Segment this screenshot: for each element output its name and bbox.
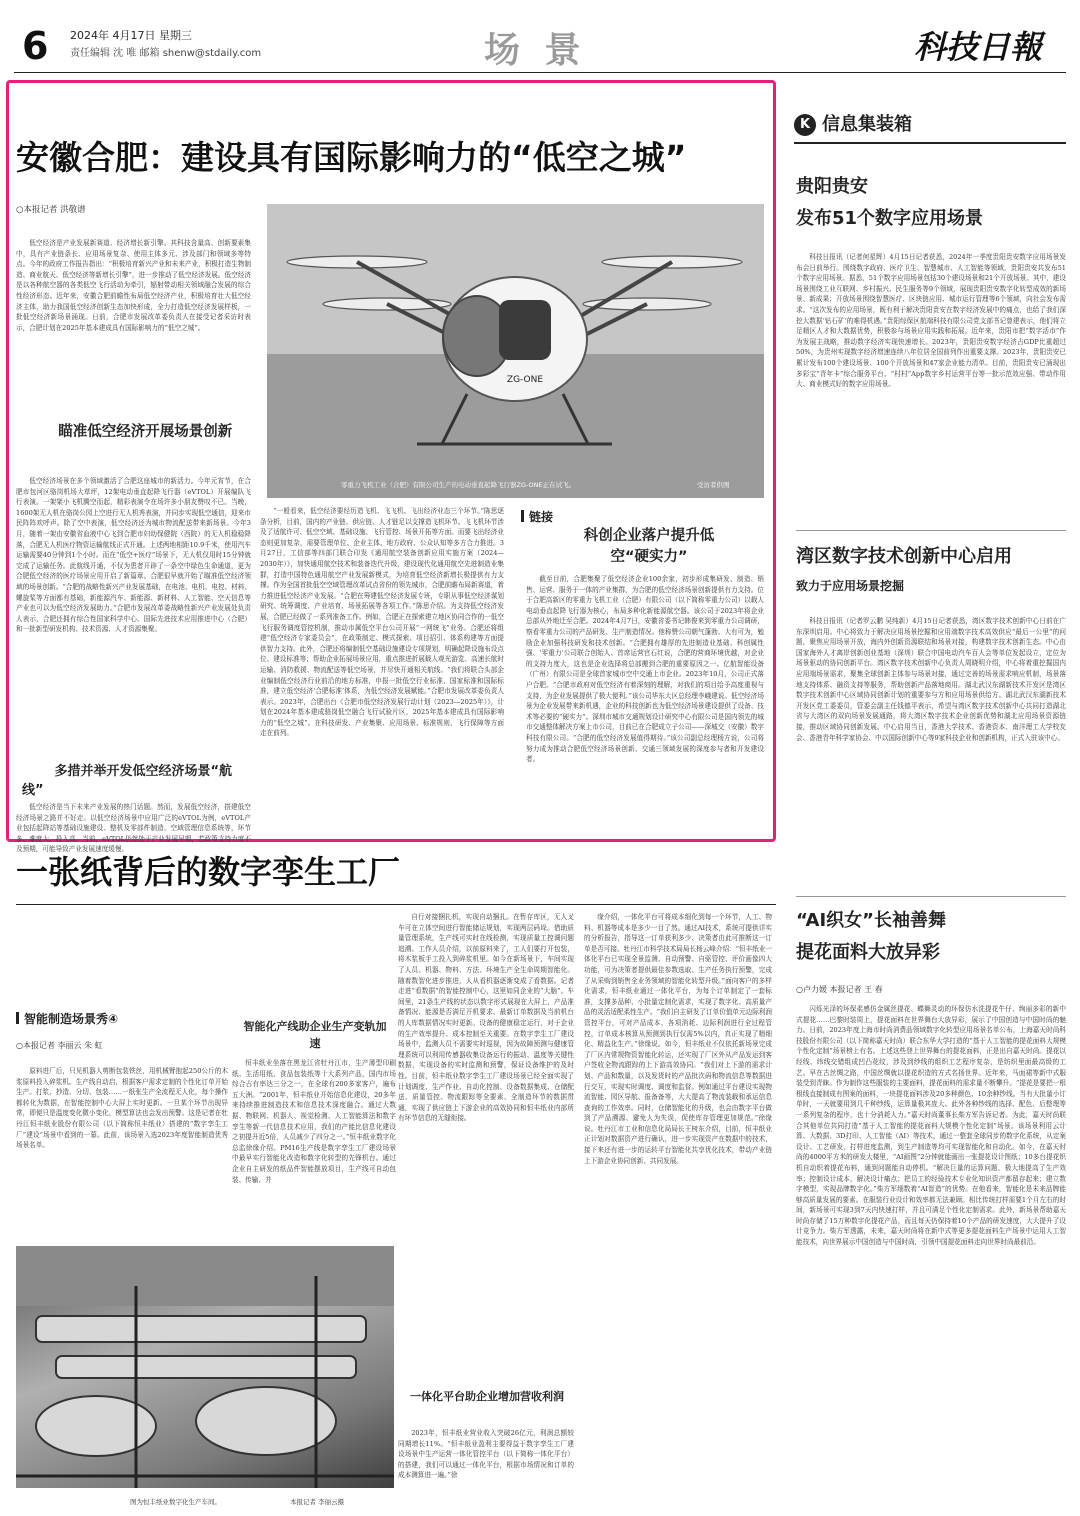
info-column-title: 信息集装箱 xyxy=(822,114,912,135)
info-column-header xyxy=(794,112,1070,142)
factory-body-4: 2023年，恒丰纸业营业收入突破26亿元，利润总额较同期增长11%。“恒丰纸业盈利主要得益于数字孪生工厂建设场景中生产运营一体化管控平台（以下简称一体化平台）的搭建，我们可以通过一体化平台，根据市场情况和订单的成本测算进一遍。”徐 xyxy=(398,1429,574,1480)
factory-headline: 一张纸背后的数字孪生工厂 xyxy=(16,853,401,891)
link-sidebar-title: 科创企业落户提升低空“硬实力” xyxy=(583,528,715,565)
lead-intro: 低空经济是产业发展新赛道、经济增长新引擎。其科技含量高、创新要素集中，具有产业链条长、应用场景复杂、使用主体多元、涉及部门和领域多等特点。今年的政府工作报告指出：“积极培育新兴产业和未来产业，积极打造生物制造、商业航天、低空经济等新增长引擎”，进一步推动了低空经济发展。低空经济是以各种航空器的各类低空飞行活动为牵引，辐射带动相关领域融合发展的综合性经济形态。近年来，安徽合肥前瞻性布局低空经济产业，积极培育壮大低空经济主体，助力我国低空经济创新生态加快形成，全力打造低空经济发展样板，一批低空经济新场景涌现。日前，合肥市发展改革委负责人在接受记者采访时表示，合肥计划在2025年基本建成具有国际影响力的“低空之城”。 xyxy=(16,239,251,332)
series-bar-icon xyxy=(16,1012,19,1024)
lead-byline: ○本报记者 洪敬谱 xyxy=(16,205,86,215)
info-item1-body: 科技日报讯（记者何星辉）4月15日记者获悉，2024年一季度贵阳贵安数字应用场景发布会日前举行。围绕数字政府、医疗卫生、智慧城市、人工智能等领域，贵阳贵安共发布51个数字应用场景。据悉，51个数字应用场景包括30个建设场景和21个开放场景。其中，建设场景围绕工业互联网、乡村振兴、民生服务等9个领域，展现贵阳贵安数字化转型成效的新场景、新成果；开放场景围绕智慧医疗、区块链应用、城市运行管理等6个领域，向社会发布需求。“这次发布的应用场景，既有利于解决贵阳贵安在数字经济发展中的痛点，也给了我们深挖大数据‘钻石矿’的难得机遇。”贵阳综保区航端科技有限公司党支部书记曾建表示，他们将立足精区人才和大数据优势，积极参与场景应用实践和拓展。近年来，贵阳市把“数字活市”作为发展主战略，推动数字经济实现快速增长。2023年，贵阳贵安数字经济占GDP比重超过50%，为贵州实现数字经济增速连续八年位居全国前列作出重要支撑。2023年，贵阳贵安已累计发布100个建设场景、100个开放场景和47家企业能力清单。目前，贵阳贵安已涌现出多彩宝“青年卡”综合服务平台、“村村”App数字乡村运营平台等一批示范效应强、带动作用大、商业模式好的数字应用场景。 xyxy=(796,253,1066,389)
paper-name-logo: 科技日報 xyxy=(914,28,1043,66)
link-bar-icon xyxy=(521,510,524,522)
editor-line: 责任编辑 沈 唯 邮箱 shenw@stdaily.com xyxy=(70,48,262,59)
lead-body-2: 低空经济是当下未来产业发展的热门话题。然而，发展低空经济，搭建低空经济场景之路并不好走。以低空经济场景中应用广泛的eVTOL为例，eVTOL产业包括起降站等基础设施建设、整机及零部件制造、空域管理信息系统等，环节多、难度大、投入高。当前，eVTOL仍然处于产业发展早期，若政策支持力度不及预期，可能导致产业发展速度缓慢。 xyxy=(16,803,251,854)
info-item2-body: 科技日报讯（记者罗云鹏 吴纯新）4月15日记者获悉，湾区数字技术创新中心日前在广东深圳启用。中心将致力于解决应用场景挖掘和应用端数字技术高效供应“最后一公里”的问题，聚焦应用场景开放，海内外创新资源联结和场景对接，构建数字技术创新生态。中心由国家海外人才离岸创新创业基地（深圳）联合中国电动汽车百人会等单位发起设立，定位为场景驱动的协同创新平台。湾区数字技术创新中心负责人周晓明介绍，中心将着重挖掘国内应用端场景需求，聚集全球创新主体参与场景对接，通过完善的场景需求响应机制，场景落地支持体系、融资支持等服务，帮助创新产品落地商用。湖北武汉东湖新技术开发区是湾区数字技术创新中心区域协同创新计划的重要参与方和应用场景供给方。湖北武汉东湖新技术开发区党工委委员，管委会副主任钱德平表示，希望与湾区数字技术创新中心共同打造湖北省与大湾区的双向场景发展通路，将大湾区数字技术企业创新优势和湖北应用场景资源链接，推动区域协同创新发展。中心启用当日，香港大学技术、香港资本、南洋理工大学校友会、香港青年科学家协会、中以国际创新中心等9家科技企业和创新机构，正式入驻该中心。 xyxy=(796,617,1066,742)
factory-byline: ○本报记者 李丽云 朱 虹 xyxy=(16,1041,103,1050)
factory-body-3: 自行对接捆扎机，实现自动捆扎。在暂存库区，无人叉车可在立体空间进行智能储运规划，实现两层码垛。借助质量管理系统，生产线可实时在线检测，实现质量工控调问题追溯。工作人员介绍，以前原料来了，工人们要打开包装，将木浆板手工投入到碎浆机里。如今在新场景下，车间实现了人员、机器、物料、方法、环境生产全生命周期智能化。随着数智化进步推进，人从看机器逐渐变成了看数据。记者走进“看数据”的智能控制中心，这里如同企业的“大脑”。车间里，21条生产线的状态以数字形式展现在大屏上，产品准备情况、能源是否满足开机要求、最新订单数据及当前机台的人库数据情况实时更新。设备的健康稳定运行，对于企业的生产效率提升、成本控制至关重要。在数字孪生工厂建设场景中，监测人员不需要实时巡视，因为故障预测与健康管理系统可以利用传感器收集设备运行的振动、温度等关键性数据，实现设备的实时监测和预警，保证设备维护的及时性。目前，恒丰纸业数字孪生工厂建设场景已经全面实现了计划调度、生产作业、自动化控制、设备数据集成、仓储配送、质量管控、物流跟踪等全要素、全制造环节的数据贯通，实现了供应链上下游企业的高效协同和恒丰纸业内部所有环节信息的无缝衔接。 xyxy=(398,913,574,1123)
factory-photo-caption: 图为恒丰纸业数字化生产车间。 xyxy=(130,1498,221,1506)
aircraft-illustration xyxy=(267,204,764,498)
factory-body-1: 原料进厂后，只见机器人剪断包装铁丝，用机械臂抱起250公斤的木浆原料投入碎浆机。生产线自动启，根据客户需求定制的个性化订单开始生产。打浆、抄造、分切、包装……一纸张生产全流程无人化，每个操作都转化为数据，在智能控制中心大屏上实时更新。一旦某个环节出现异常，即便只是温度变化微小变化，模型算法也会发出预警。这是记者在牡丹江恒丰纸业股份有限公司（以下简称恒丰纸业）搭建的“数字孪生工厂”建设“场景中看到的一幕。此前，该场景入选2023年度智能制造优秀场景名单。 xyxy=(16,1067,228,1150)
factory-subhead-1: 智能化产线助企业生产变轨加速 xyxy=(243,1020,387,1050)
info-item3-title-b: 提花面料大放异彩 xyxy=(796,942,940,963)
info-rule xyxy=(794,142,1066,144)
lead-subhead-2 xyxy=(22,410,23,411)
lead-headline: 安徽合肥：建设具有国际影响力的“低空之城” xyxy=(16,138,687,177)
section-title: 场 景 xyxy=(484,30,587,71)
aircraft-photo-caption: 零重力飞机工业（合肥）有限公司生产的电动垂直起降飞行器ZG-ONE正在试飞。 xyxy=(341,481,576,489)
date-line: 2024年 4月17日 星期三 xyxy=(70,29,192,42)
info-item2-title-a: 湾区数字技术创新中心启用 xyxy=(796,546,1012,567)
factory-rule xyxy=(16,904,776,905)
factory-photo-credit: 本报记者 李丽云摄 xyxy=(290,1498,345,1506)
link-label: 链接 xyxy=(529,510,554,524)
info-item2-title-b: 致力于应用场景挖掘 xyxy=(796,579,905,593)
info-item3-title-a: “AI织女”长袖善舞 xyxy=(796,910,946,931)
page-number: 6 xyxy=(22,24,49,68)
aircraft-photo xyxy=(267,204,764,498)
lead-body-3: “一般看来，低空经济要经历造飞机、飞飞机、飞出经济业态三个环节。”陈思逐条分析，目前，国内的产业链、供应链、人才链足以支撑造飞机环节。飞飞机环节涉及了适航许可、低空空域、基础设施、飞行管控、场景开拓等方面。而要飞出经济业态则更加复杂，需要管理单位、企业主体、地方政府、公众认知等多方合力推进。3月27日，工信部等四部门联合印发《通用航空装备创新应用实施方案（2024—2030年）》，加快通用航空技术和装备迭代升级，建设现代化通用航空先进制造业集群，打造中国特色通用航空产业发展新模式，为培育低空经济新增长极提供有力支撑。作为全国首批低空空域管理改革试点省份的领先城市，合肥前瞻布局新赛道，着力推进低空经济产业发展。“合肥在筹建低空经济发展专班，专职从事低空经济谋划研究、统筹调度、产业培育、场景拓展等各项工作。”陈思介绍。为支持低空经济发展，合肥已经做了一系列准备工作。例如，合肥正在探索建立地区协同合作的一低空飞行服务调度管控机制，推动市属低空平台公司开展“一网统飞”业务。合肥还将组建“低空经济专家委员会”，在政策制定、模式探索、项目招引、体系构建等方面提供智力支持。此外，合肥还将编制低空基础设施建设专项规划，明确起降设施布设点位、建设标准等；帮助企业拓展场景应用，重点推进折展载人观光游览、高速长航时运输、消防救援、物流配送等低空场景，并尽快开通相关航线。“我们将联合头部企业编制低空经济行业前沿的地方标准，申报一批低空行业标准、国家标准和国际标准，建立低空经济‘合肥标准’体系，为低空经济发展赋能。”合肥市发展改革委负责人表示。2023年，合肥出台《合肥市低空经济发展行动计划（2023—2025年）》，计划在2024年基本建成骆岗低空融合飞行试验片区，2025年基本建成具有国际影响力的“低空之城”。在科技研发、产业集聚、应用场景、标准规则、飞行保障等方面走在前列。 xyxy=(260,507,504,738)
factory-body-5: 缘介绍，一体化平台可将成本细化到每一个环节，人工、物料、机器等成本是多少一目了然。通过AI技术，系统可提供详实的分析报告，指导这一订单获利多少、决策者由此可推断这一订单是否可接。牡丹江市科学技术局局长杨云峰介绍：“恒丰纸业一体化平台已实现全景监测、自动预警、自驱管控、评价画像四大功能，可为决策者提供最佳参数选取、生产任务执行预警，完成了从采购到销售全业务领域的智能化转型升级。”面向客户的多样化需求，恒丰纸业通过一体化平台，为每个订单制定了一套标准，支撑多品种、小批量定制化需求，实现了数字化、高质量产品的灵活适配柔性生产。“我们自主研发了订单价值单元边际利润管控平台，可对产品成本、各项消耗、边际利润进行全过程管控，订单成本核算从预测到执行仅需5%以内，真正实现了精细化、精益化生产。”徐缘说。如今，恒丰纸业不仅依托新场景完成了厂区内常规物资智能化转运，还实现了厂区外从产品发运到客户签收全物流跟踪的上下游高效协同。“我们对上下游的需求计划、产品和数量，以及发货时的产品批次码和物流信息等数据进行交互，实现实时调度、调度和监督。例如通过平台建设实现物流智能、园区导航、报备备等，大大提高了物流装载和承运信息查询的工作效率。同时，仓储智能化的升级，也会由数字平台做到了产品溯源、避免人为失误，促使库存管理更加规范。”徐缘说。牡丹江市工业和信息化局局长王树东介绍，目前，恒丰纸业正计划对数据资产进行确认，进一步实现资产在数据中的技术，接下来还有进一步的运转平台智能化共享优化技术，带动产业链上下游企业协同创新、共同发展。 xyxy=(584,913,772,1165)
lead-subhead-2-heading: 多措并举开发低空经济场景“航线” xyxy=(22,764,233,798)
aircraft-photo-credit: 受访者供图 xyxy=(697,481,730,489)
series-label: 智能制造场景秀④ xyxy=(24,1012,119,1026)
masthead xyxy=(0,0,1080,72)
info-item1-title-a: 贵阳贵安 xyxy=(796,176,868,197)
aircraft-logo-text: ZG-ONE xyxy=(506,375,544,385)
link-sidebar-body: 截至目前，合肥集聚了低空经济企业100余家，初步形成集研发、制造、销售、运营、服务于一体的产业集群，为合肥的低空经济场景创新提供有力支持。位于合肥高新区的零重力飞机工业（合肥）有限公司（以下简称零重力公司）以载人电动垂直起降飞行器为核心，布局多种化新能源航空器。该公司于2023年将企业总部从外地迁至合肥。2024年4月7日，安徽省委书记韩俊来到零重力公司调研，察看零重力公司的产品研发、生产制造情况。他称赞公司朝气蓬勃、大有可为，勉励企业加强科技研发和技术创新。“合肥拥有雄厚的先进制造业基础、科创属性强、‘零重力’公司联合创始人、首席运营官石红说，合肥的营商环境优越，对企业的支持力度大，这也是企业选择将总部搬到合肥的重要原因之一。亿航智能设备（广州）有限公司是全球首家城市空中交通上市企业。2023年10月，公司正式落户合肥。“合肥市政府对低空经济有着深刻的理解，对我们的项目给予高度重视与支持，为企业发展提供了极大便利。”该公司华东大区总经理李峨建说。低空经济场景为企业发展带来新机遇，企业的科技创新也为低空经济场景建设提供了设备、技术等必要的“硬实力”。深圳市城市交通规划设计研究中心有限公司是国内领先的城市交通整体解决方案上市公司，目前已在合肥成立子公司——深城交（安徽）数字科技有限公司。“合肥的低空经济发展值得期待。”该公司副总经理杨方说，公司将努力成为推动合肥低空经济场景创新、交通三领域发展的深度参与者和开发建设者。 xyxy=(526,575,764,764)
info-item3-body: 闪烁光泽的环保柔感仿金属丝提花、蝶舞灵动的环保仿水洗提花牛仔、绚丽多彩的新中式提花……巴黎时装周上，提花面料在世界舞台大放异彩，展示了中国创造与中国时尚的魅力。日前，2023年度上海市时尚消费品领域数字化转型应用场景名单公布，上海嘉天时尚科技股份有限公司（以下简称嘉天时尚）联合东华大学打造的“基于人工智能的提花面料大规模个性化定制”场景榜上有名。上述这些登上世界舞台的提花面料，正是出自嘉天时尚。提花以经线、纬线交错组成凹凸花纹，涉及到纱线的组织工艺程序复杂，是纺织里面最高级的工艺。早在古丝绸之路，中国丝绸就以提花织造的方式名扬世界。近年来，马面裙等新中式服装受到青睐。作为制作这些服装的主要面料，提花面料的需求量不断攀升。“提花是要把一根根线直接制成有图案的面料，一块提花面料涉及20多种颜色、10余种纱线。当有大批量小订单时，一天就要用到几千种纱线，运算量极其庞大。此外各种纱线的选择、配色、后整理等一系列复杂的程序，也十分消耗人力。”嘉天时尚董事长柴方军告诉记者。为此，嘉天时尚联合其他单位共同打造“基于人工智能的提花面料大规模个性化定制”场景。该场景利用云计算、大数据、3D打印、人工智能（AI）等技术，通过一整套全球同步的数字化系统，从定案设计、工艺研发，打样进度监测，到生产制造等均可实现智能化和自动化。如今，在嘉天时尚的4000平方米的研发大楼里，“AI画图”2分钟就能画出一张提花设计图纸；10多台提花织机自动织着提花布料，通到问题能自动停机。“解决巨量的运算问题，极大地提高了生产效率；控制设计成本，解决设计痛点；把员工的经验技术专业化知识资产都留存起来；建立数字模型，实现品牌数字化。”柴方军细数着“AI智造”的优势。在他看来，智能化是未来品牌能够高质量发展的要素。在服装行业设计和效率都无法兼顾。相比传统打样需要1个月左右的时间，新场景可实现3到7天内快速打样，并且可满足个性化定制需求。此外，新场景帮助嘉天时尚存储了15万种数字化提花产品，而且每天仍保持着10个产品的研发速度，大大提升了设计竞争力。柴方军透露，未来，嘉天时尚将在新中式等更多提花面料生产场景中运用人工智能技术，向世界展示中国创造与中国时尚，引领中国提花面料走向世界时尚最前沿。 xyxy=(796,1005,1066,1247)
masthead-rule xyxy=(14,72,1066,73)
factory-body-2: 恒丰纸业坐落在黑龙江省牡丹江市，生产薄型印刷纸、生活用纸、食品包装纸等十大系列产品，国内市场综合占有率达三分之一，在全球有200多家客户，遍布五大洲。“2001年，恒丰纸业开始信息化建设，20多年来持续推进制造技术和信息技术深度融合。通过大数据、物联网、机器人、视觉检测、人工智能算法和数字孪生等新一代信息技术应用，我们的产能比信息化建设之初提升近5倍，人员减少了四分之一。”恒丰纸业数字化总监徐缘介绍。PM16生产线是数字孪生工厂建设场景中最早实行智能化改造和数字化转型的先锋机台。通过企业自主研发的纸品件智能摆放项目，生产线可自动包装、传输、并 xyxy=(232,1059,396,1184)
lead-body-1: 低空经济场景在多个领域激活了合肥这座城市的新活力。今年元宵节，在合肥市包河区骆岗机场大草坪，12架电动垂直起降飞行器（eVTOL）开展编队飞行表演。一架架小飞机腾空而起，精彩表演令在场许多小朋友赞叹不已。当晚，1600架无人机在骆岗公园上空进行无人机秀表演，并同步实现低空通信，迎来市民阵阵欢呼声。除了空中表演，低空经济还为城市物流配送带来新场景。今年3月，随着一架由安徽省血液中心飞到合肥市妇幼保健院（西院）的无人机稳稳降落，合肥无人机医疗物资运输航线正式开通。上述两地相距10.9千米，使用汽车运输需要40分钟到1个小时。而在“低空+医疗”场景下，无人机仅用时15分钟就完成了运输任务。此航线开通，不仅为患者开辟了一条空中绿色生命通道，更为合肥低空经济的医疗场景应用开启了新篇章。合肥很早就开始了瞄准低空经济领域的场景创新。“合肥的战略性新兴产业发展基础，在电池、电机、电控、材料、螺旋桨等方面都有基础，新能源汽车、新能源、新材料、人工智能、空天信息等产业也可以为低空经济发展助力。”合肥市发展改革委战略性新兴产业发展处负责人表示，合肥还拥有综合性国家科学中心、国际先进技术应用推进中心（合肥）和一批新型研发机构、技术资源、人才资源集聚。 xyxy=(16,477,251,634)
k-badge-icon: K xyxy=(794,114,816,136)
factory-photo xyxy=(16,1246,394,1488)
factory-machinery-illustration xyxy=(16,1246,394,1488)
factory-subhead-2: 一体化平台助企业增加营收利润 xyxy=(410,1390,564,1403)
info-item3-byline: ○卢力媛 本报记者 王 春 xyxy=(796,985,883,994)
lead-subhead-1: 瞄准低空经济开展场景创新 xyxy=(58,424,233,440)
info-item1-title-b: 发布51个数字应用场景 xyxy=(796,208,984,229)
info-divider-2 xyxy=(796,896,1066,897)
info-divider-1 xyxy=(796,530,1066,531)
